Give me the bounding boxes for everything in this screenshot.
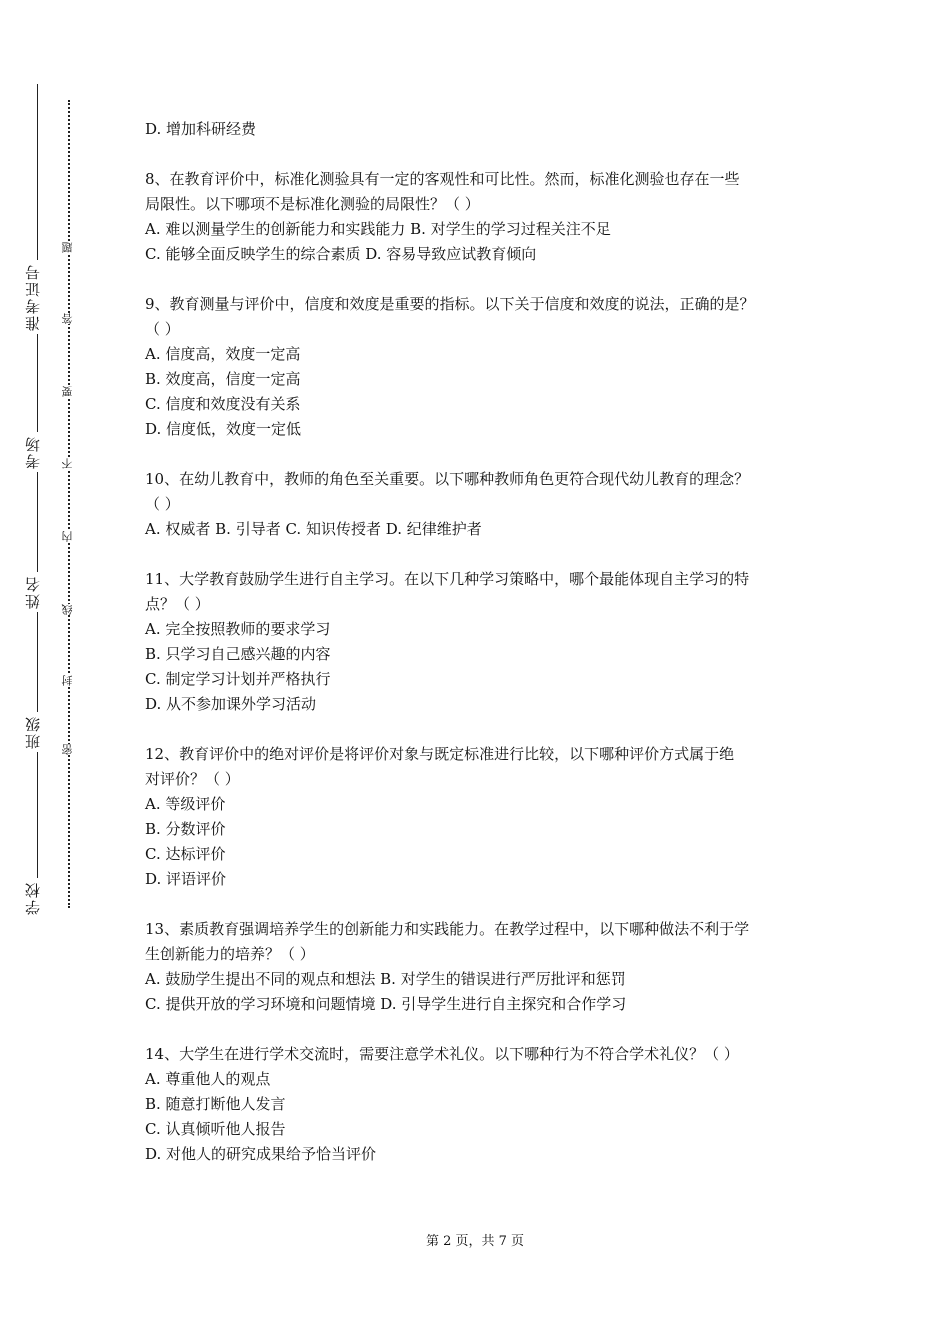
question-stem: （ ） [145,320,180,338]
field-name-label: 姓名 [22,572,52,612]
question-stem: 对评价？（ ） [145,770,240,788]
seal-word: 题 [61,242,77,253]
question-9 [145,292,825,442]
option-line: A. 难以测量学生的创新能力和实践能力 B. 对学生的学习过程关注不足 [145,220,611,238]
question-stem: 11、大学教育鼓励学生进行自主学习。在以下几种学习策略中，哪个最能体现自主学习的特 [145,570,750,588]
option-line: C. 能够全面反映学生的综合素质 D. 容易导致应试教育倾向 [145,245,537,263]
binding-margin [0,0,110,1344]
question-stem: 10、在幼儿教育中，教师的角色至关重要。以下哪种教师角色更符合现代幼儿教育的理念？ [145,470,750,488]
page-number-footer: 第 2 页，共 7 页 [425,1234,525,1249]
question-11 [145,567,825,717]
question-stem: 14、大学生在进行学术交流时，需要注意学术礼仪。以下哪种行为不符合学术礼仪？（ ） [145,1045,739,1063]
question-8 [145,167,825,267]
option-line: C. 制定学习计划并严格执行 [145,670,331,688]
seal-word: 线 [61,604,77,615]
question-stem: 局限性。以下哪项不是标准化测验的局限性？（ ） [145,195,480,213]
question-stem: 13、素质教育强调培养学生的创新能力和实践能力。在教学过程中，以下哪种做法不利于学 [145,920,750,938]
field-class-label: 班级 [22,712,52,752]
option-line: C. 达标评价 [145,845,226,863]
option-line: A. 鼓励学生提出不同的观点和想法 B. 对学生的错误进行严厉批评和惩罚 [145,970,626,988]
option-line: C. 提供开放的学习环境和问题情境 D. 引导学生进行自主探究和合作学习 [145,995,627,1013]
seal-word: 密 [61,744,77,755]
question-13 [145,917,825,1017]
seal-word: 封 [61,675,77,686]
option-line: C. 信度和效度没有关系 [145,395,301,413]
question-stem: （ ） [145,495,180,513]
question-stem: 点？（ ） [145,595,210,613]
option-line: B. 随意打断他人发言 [145,1095,286,1113]
question-stem: 9、教育测量与评价中，信度和效度是重要的指标。以下关于信度和效度的说法，正确的是？ [145,295,755,313]
question-10 [145,467,825,542]
option-line: B. 只学习自己感兴趣的内容 [145,645,331,663]
option-line: B. 效度高，信度一定高 [145,370,301,388]
option-line: A. 完全按照教师的要求学习 [145,620,331,638]
question-stem: 生创新能力的培养？（ ） [145,945,315,963]
question-7-tail [145,117,825,142]
option-line: A. 权威者 B. 引导者 C. 知识传授者 D. 纪律维护者 [145,520,482,538]
option-line: B. 分数评价 [145,820,226,838]
option-line: A. 等级评价 [145,795,226,813]
option-line: D. 增加科研经费 [145,120,257,138]
option-line: D. 评语评价 [145,870,227,888]
question-12 [145,742,825,892]
option-line: D. 从不参加课外学习活动 [145,695,317,713]
question-stem: 8、在教育评价中，标准化测验具有一定的客观性和可比性。然而，标准化测验也存在一些 [145,170,740,188]
seal-word: 不 [61,458,77,469]
binding-solid-line [37,84,38,904]
option-line: D. 信度低，效度一定低 [145,420,302,438]
seal-word: 要 [61,386,77,397]
field-exam-room-label: 考场 [22,432,52,472]
exam-content [145,117,825,1167]
question-stem: 12、教育评价中的绝对评价是将评价对象与既定标准进行比较，以下哪种评价方式属于绝 [145,745,735,763]
option-line: C. 认真倾听他人报告 [145,1120,286,1138]
option-line: A. 信度高，效度一定高 [145,345,301,363]
seal-dotted-line [68,100,70,908]
question-14 [145,1042,825,1167]
field-school-label: 学校 [22,878,52,918]
field-exam-number-label: 准考证号 [22,260,52,334]
option-line: A. 尊重他人的观点 [145,1070,271,1088]
seal-word: 内 [61,531,77,542]
option-line: D. 对他人的研究成果给予恰当评价 [145,1145,377,1163]
seal-word: 答 [61,313,77,324]
